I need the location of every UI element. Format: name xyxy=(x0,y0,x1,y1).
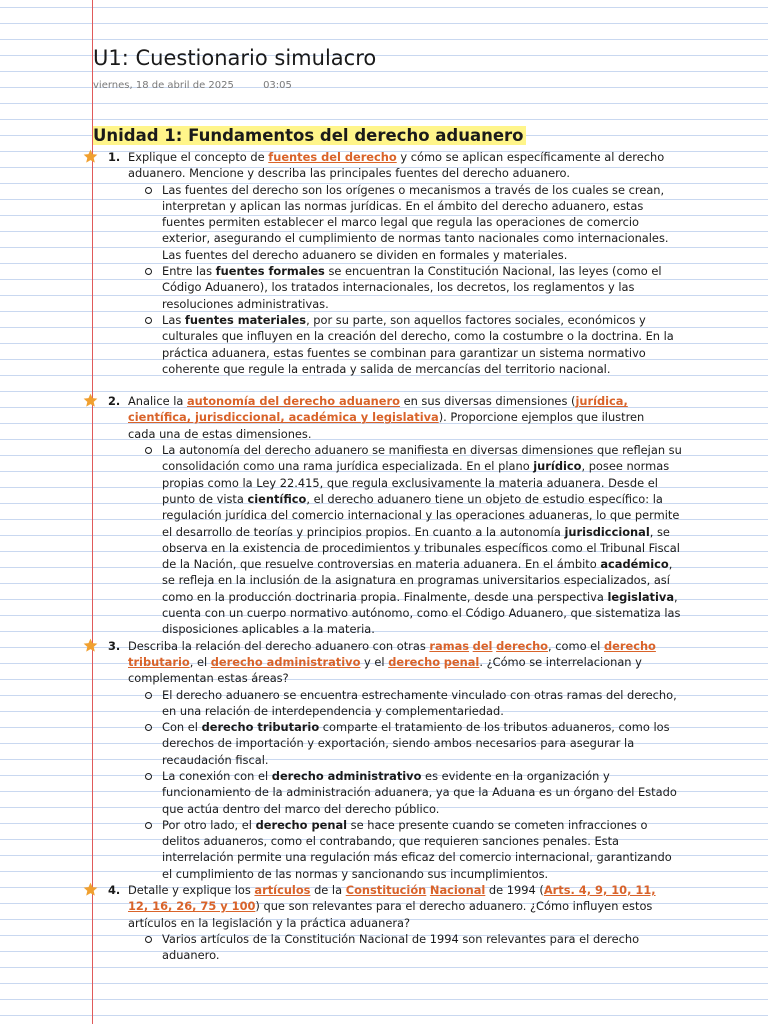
question-text: Detalle y explique los artículos de la Constitución Nacional de 1994 (Arts. 4, 9, 10, 11, 12, 16, 26, 75 y 100) que son relevantes para el derecho aduanero. ¿Cómo influyen estos artículos en la legislación y la práctica aduanera? xyxy=(128,883,656,930)
keyword-link[interactable]: jurídica, científica, jurisdiccional, académica y legislativa xyxy=(128,394,628,425)
answer-item: Varios artículos de la Constitución Nacional de 1994 son relevantes para el derecho aduanero. xyxy=(128,931,682,964)
answer-list xyxy=(128,687,768,883)
answer-list xyxy=(128,931,768,964)
question-item xyxy=(0,393,768,637)
question-number: 1. xyxy=(108,150,121,164)
question-item xyxy=(0,149,768,377)
answer-item: Las fuentes del derecho son los orígenes o mecanismos a través de los cuales se crean, interpretan y aplican las normas jurídicas. En el ámbito del derecho aduanero, estas fuentes permiten establecer el marco legal que regula las operaciones de comercio exterior, asegurando el cumplimiento de normas tanto nacionales como internacionales. Las fuentes del derecho aduanero se dividen en formales y materiales. xyxy=(128,182,682,263)
answer-item: La conexión con el derecho administrativo es evidente en la organización y funcionamiento de la administración aduanera, ya que la Aduana es un órgano del Estado que actúa dentro del marco del derecho público. xyxy=(128,768,682,817)
question-number: 3. xyxy=(108,638,121,653)
question-text: Describa la relación del derecho aduanero con otras ramas del derecho, como el derecho tributario, el derecho administrativo y el derecho penal. ¿Cómo se interrelacionan y complementan estas áreas? xyxy=(128,638,656,686)
keyword-link[interactable]: derecho administrativo xyxy=(210,654,361,669)
star-icon[interactable] xyxy=(83,882,98,897)
page-time: 03:05 xyxy=(263,80,292,91)
answer-item: Las fuentes materiales, por su parte, son aquellos factores sociales, económicos y culturales que influyen en la creación del derecho, como la costumbre o la doctrina. En la práctica aduanera, estas fuentes se combinan para garantizar un sistema normativo coherente que regule la entrada y salida de mercancías del territorio nacional. xyxy=(128,312,682,377)
keyword-link[interactable]: ramas xyxy=(429,638,470,653)
answer-list xyxy=(128,182,768,378)
keyword-link[interactable]: penal xyxy=(443,654,480,669)
question-text: Explique el concepto de fuentes del derecho y cómo se aplican específicamente al derecho aduanero. Mencione y describa las principales fuentes del derecho aduanero. xyxy=(128,150,665,181)
answer-item: La autonomía del derecho aduanero se manifiesta en diversas dimensiones que reflejan su consolidación como una rama jurídica especializada. En el plano jurídico, posee normas propias como la Ley 22.415, que regula exclusivamente la materia aduanera. Desde el punto de vista científico, el derecho aduanero tiene un objeto de estudio específico: la regulación jurídica del comercio internacional y las operaciones aduaneras, lo que permite el desarrollo de teorías y principios propios. En cuanto a la autonomía jurisdiccional, se observa en la existencia de procedimientos y tribunales específicos como el Tribunal Fiscal de la Nación, que resuelve controversias en materia aduanera. En el ámbito académico, se refleja en la inclusión de la asignatura en programas universitarios especializados, así como en la producción doctrinaria propia. Finalmente, desde una perspectiva legislativa, cuenta con un cuerpo normativo autónomo, como el Código Aduanero, que sistematiza las disposiciones aplicables a la materia. xyxy=(128,442,682,638)
question-item xyxy=(0,638,768,882)
keyword-link[interactable]: del xyxy=(472,638,493,653)
keyword-link[interactable]: derecho xyxy=(388,654,441,669)
section-heading: Unidad 1: Fundamentos del derecho aduanero xyxy=(93,126,524,145)
keyword-link[interactable]: Nacional xyxy=(429,883,486,898)
answer-item: Por otro lado, el derecho penal se hace presente cuando se cometen infracciones o delitos aduaneros, como el contrabando, que requieren sanciones penales. Esta interrelación permite una regulación más eficaz del comercio internacional, garantizando el cumplimiento de las normas y sancionando sus incumplimientos. xyxy=(128,817,682,882)
question-item xyxy=(0,882,768,963)
keyword-link[interactable]: derecho xyxy=(496,638,549,653)
keyword-link[interactable]: fuentes del derecho xyxy=(268,150,397,164)
star-icon[interactable] xyxy=(83,638,98,653)
keyword-link[interactable]: derecho tributario xyxy=(128,638,656,669)
answer-item: Con el derecho tributario comparte el tratamiento de los tributos aduaneros, como los derechos de importación y exportación, siendo ambos necesarios para asegurar la recaudación fiscal. xyxy=(128,719,682,768)
keyword-link[interactable]: autonomía del derecho aduanero xyxy=(186,394,400,409)
star-icon[interactable] xyxy=(83,393,98,408)
question-text: Analice la autonomía del derecho aduanero en sus diversas dimensiones (jurídica, científica, jurisdiccional, académica y legislativa). Proporcione ejemplos que ilustren cada una de estas dimensiones. xyxy=(128,394,645,441)
page-meta xyxy=(93,80,292,91)
question-list xyxy=(0,149,768,964)
question-number: 4. xyxy=(108,883,121,898)
star-icon[interactable] xyxy=(83,149,98,164)
answer-item: El derecho aduanero se encuentra estrechamente vinculado con otras ramas del derecho, en una relación de interdependencia y complementariedad. xyxy=(128,687,682,720)
answer-list xyxy=(128,442,768,638)
keyword-link[interactable]: Arts. 4, 9, 10, 11, 12, 16, 26, 75 y 100 xyxy=(128,883,656,914)
question-number: 2. xyxy=(108,394,121,409)
page-date: viernes, 18 de abril de 2025 xyxy=(93,80,234,91)
answer-item: Entre las fuentes formales se encuentran la Constitución Nacional, las leyes (como el Código Aduanero), los tratados internacionales, los decretos, los reglamentos y las resoluciones administrativas. xyxy=(128,263,682,312)
page-title: U1: Cuestionario simulacro xyxy=(93,46,377,70)
keyword-link[interactable]: artículos xyxy=(254,883,311,898)
keyword-link[interactable]: Constitución xyxy=(345,883,427,898)
